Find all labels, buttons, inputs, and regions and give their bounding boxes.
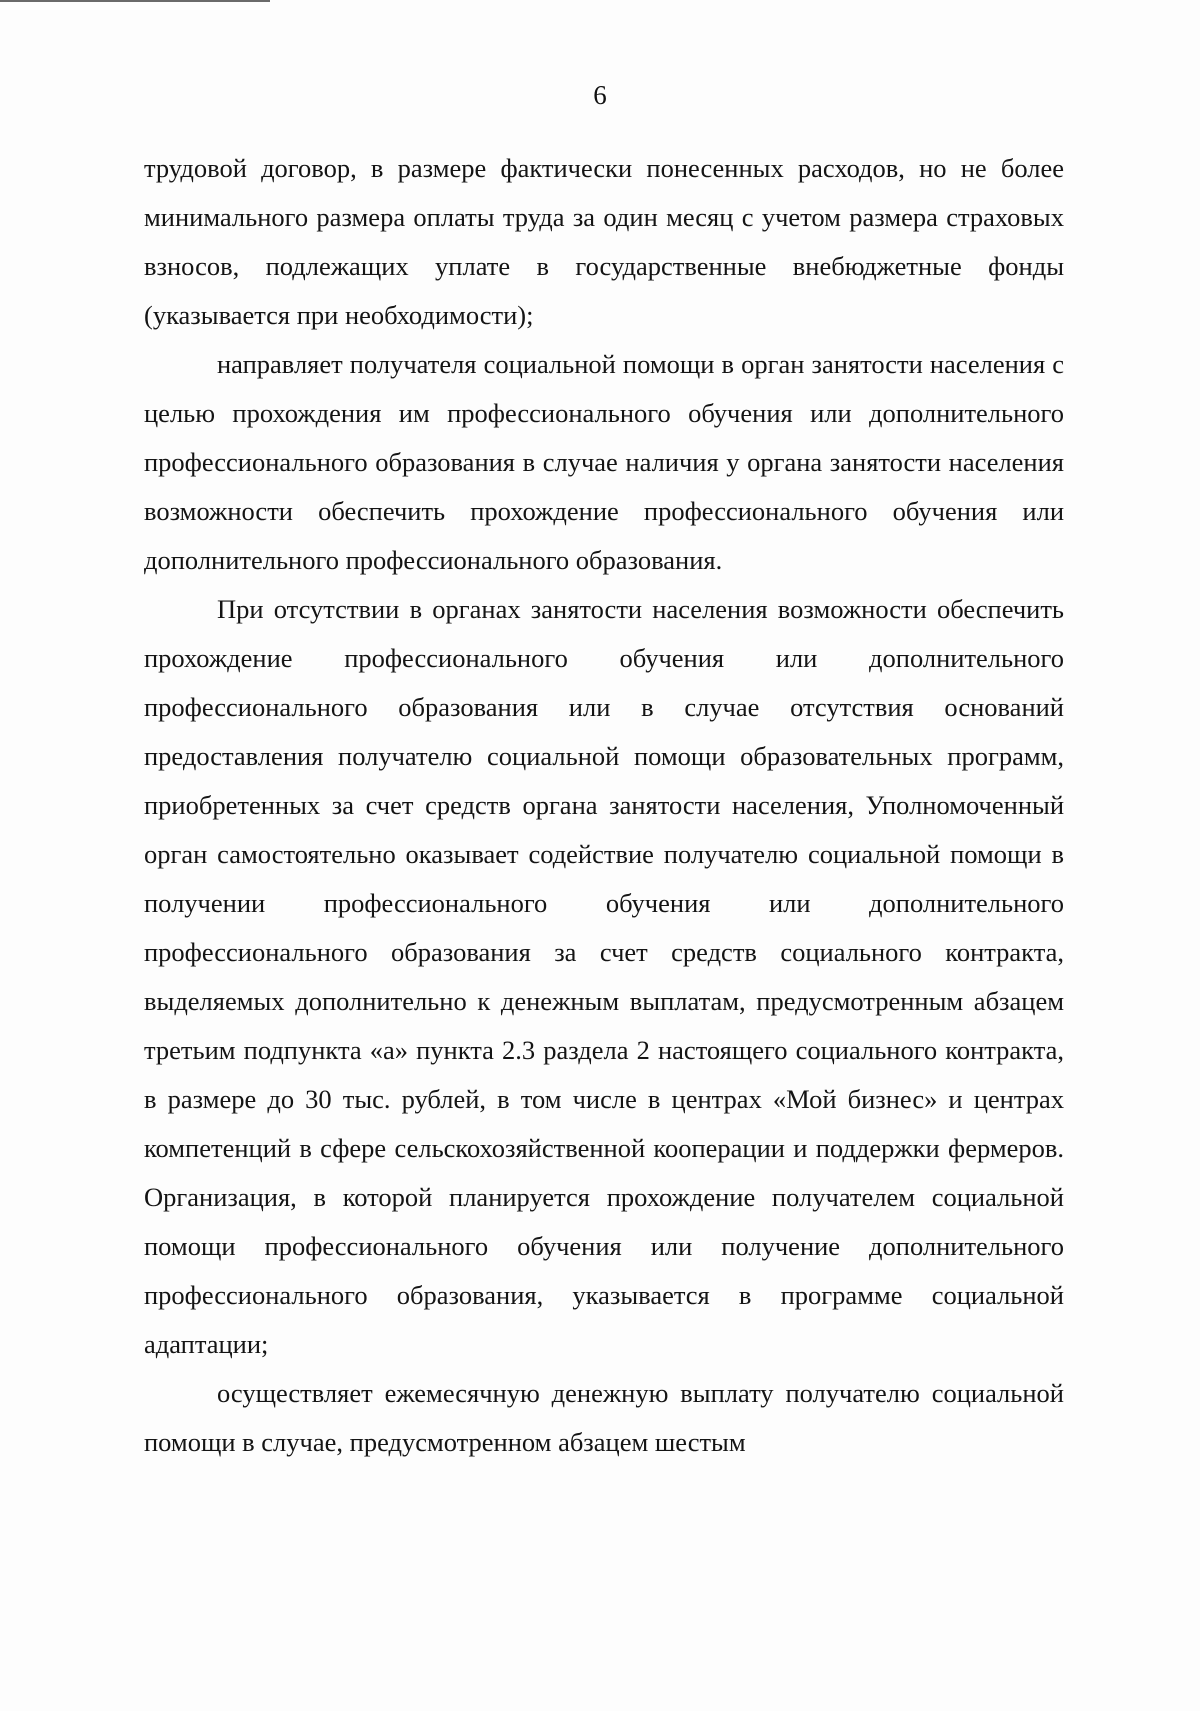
top-edge-line: [0, 0, 270, 2]
document-body: [144, 144, 1064, 1467]
paragraph-monthly-payment: осуществляет ежемесячную денежную выплату получателю социальной помощи в случае, предусмотренном абзацем шестым: [144, 1378, 1064, 1457]
paragraph-continued: трудовой договор, в размере фактически понесенных расходов, но не более минимального размера оплаты труда за один месяц с учетом размера страховых взносов, подлежащих уплате в государственные внебюджетные фонды (указывается при необходимости);: [144, 153, 1064, 330]
paragraph-absence-of-training-options: При отсутствии в органах занятости населения возможности обеспечить прохождение профессионального обучения или дополнительного профессионального образования или в случае отсутствия оснований предоставления получателю социальной помощи образовательных программ, приобретенных за счет средств органа занятости населения, Уполномоченный орган самостоятельно оказывает содействие получателю социальной помощи в получении профессионального обучения или дополнительного профессионального образования за счет средств социального контракта, выделяемых дополнительно к денежным выплатам, предусмотренным абзацем третьим подпункта «а» пункта 2.3 раздела 2 настоящего социального контракта, в размере до 30 тыс. рублей, в том числе в центрах «Мой бизнес» и центрах компетенций в сфере сельскохозяйственной кооперации и поддержки фермеров. Организация, в которой планируется прохождение получателем социальной помощи профессионального обучения или получение дополнительного профессионального образования, указывается в программе социальной адаптации;: [144, 594, 1064, 1359]
paragraph-refers-to-employment-office: направляет получателя социальной помощи в орган занятости населения с целью прохождения им профессионального обучения или дополнительного профессионального образования в случае наличия у органа занятости населения возможности обеспечить прохождение профессионального обучения или дополнительного профессионального образования.: [144, 349, 1064, 575]
page-number: 6: [593, 80, 607, 110]
